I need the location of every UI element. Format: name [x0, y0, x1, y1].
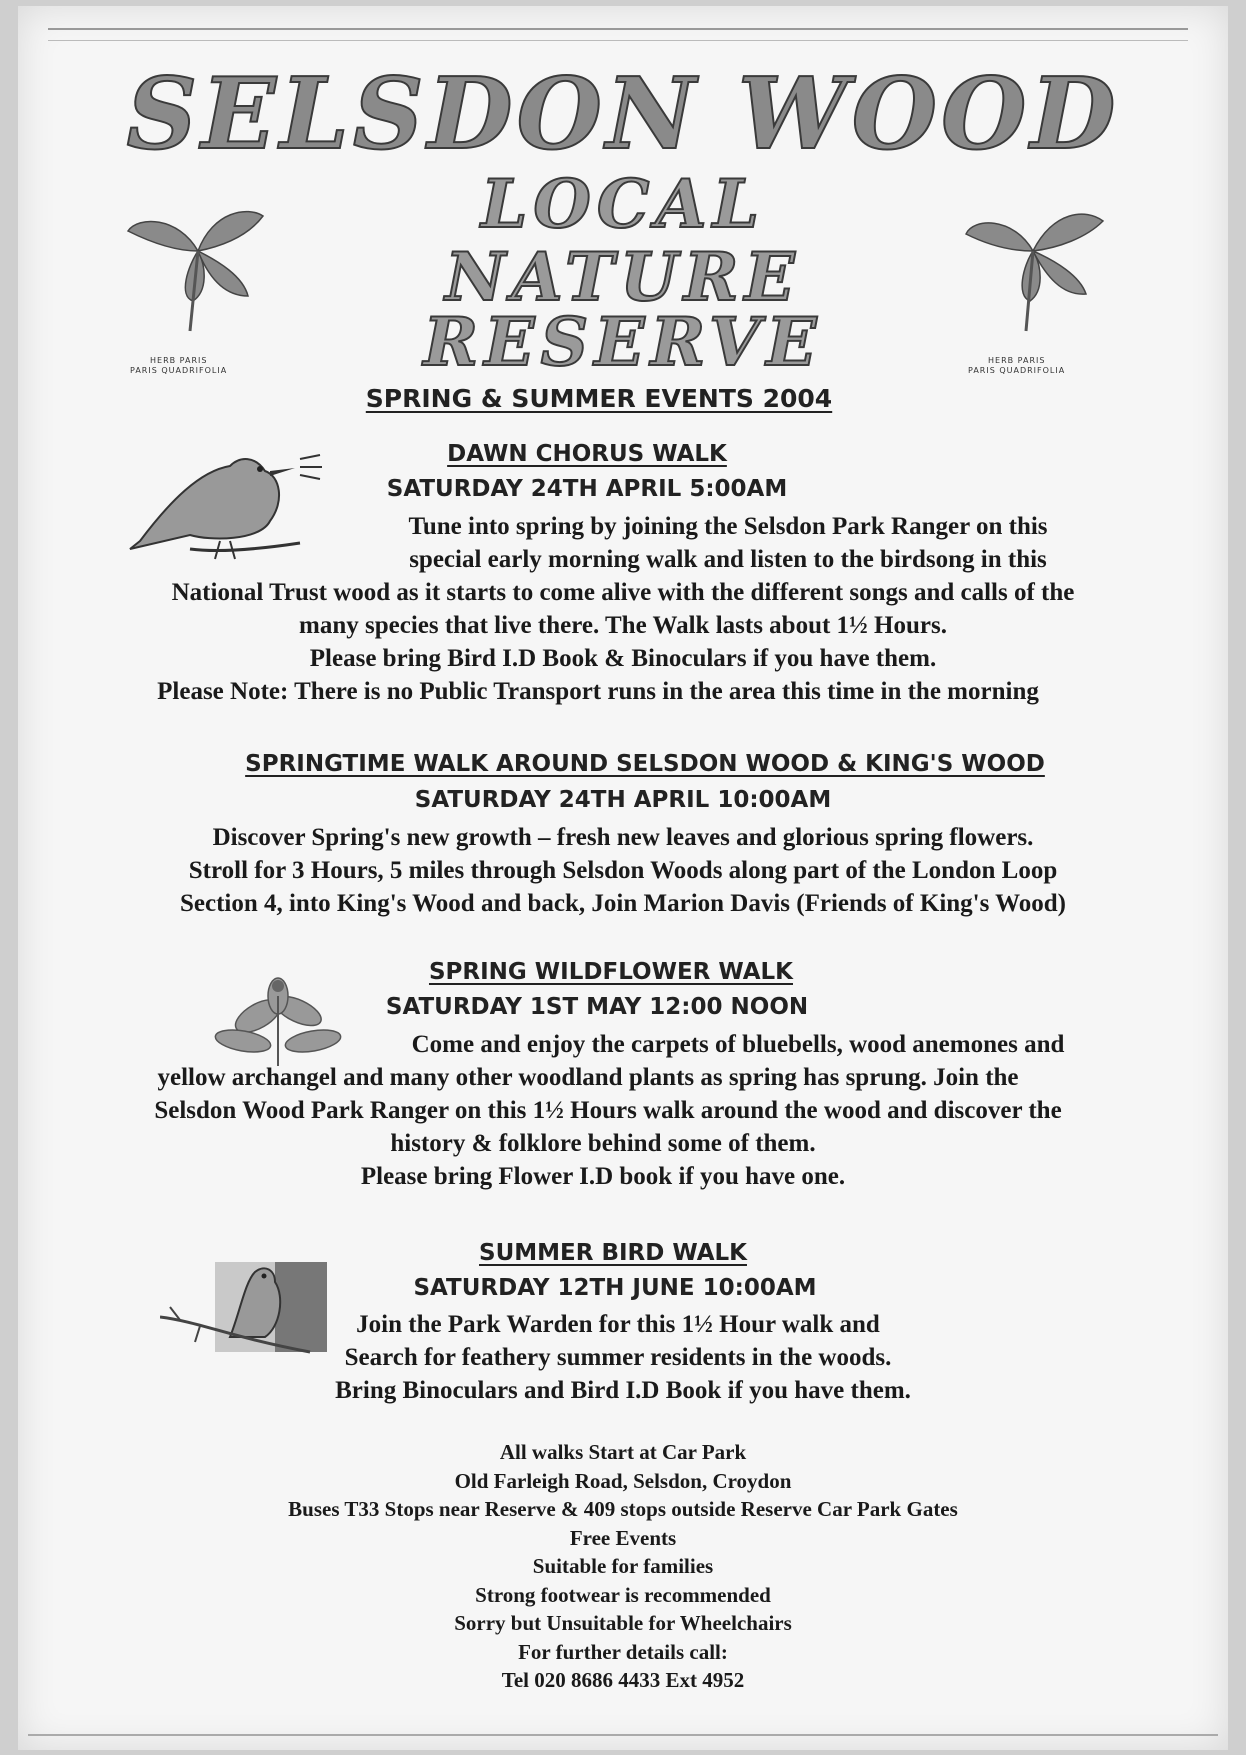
event-1-date: SATURDAY 24TH APRIL 5:00AM [386, 476, 788, 502]
event-3-line-1: Come and enjoy the carpets of bluebells, wood anemones and [411, 1031, 1065, 1058]
event-3-line-3: Selsdon Wood Park Ranger on this 1½ Hours walk around the wood and discover the [154, 1097, 1062, 1124]
footer-line-1: All walks Start at Car Park [499, 1440, 747, 1464]
event-1-line-1: Tune into spring by joining the Selsdon Park Ranger on this [408, 513, 1048, 540]
plant-caption-right-1: HERB PARIS [988, 356, 1046, 365]
herb-paris-icon [118, 206, 278, 336]
herb-paris-icon [958, 206, 1118, 336]
bottom-border [28, 1734, 1218, 1736]
footer-line-2: Old Farleigh Road, Selsdon, Croydon [454, 1468, 792, 1493]
event-1-line-2: special early morning walk and listen to the birdsong in this [409, 546, 1047, 573]
event-2-title: SPRINGTIME WALK AROUND SELSDON WOOD & KING'S WOOD [245, 751, 1045, 777]
event-3-line-5: Please bring Flower I.D book if you have one. [360, 1163, 846, 1190]
event-1-title: DAWN CHORUS WALK [447, 441, 727, 467]
event-1-line-4: many species that live there. The Walk lasts about 1½ Hours. [299, 612, 947, 639]
event-2-date: SATURDAY 24TH APRIL 10:00AM [414, 787, 832, 813]
plant-caption-left-2: PARIS QUADRIFOLIA [130, 366, 228, 375]
event-3-date: SATURDAY 1ST MAY 12:00 NOON [385, 994, 809, 1020]
footer-line-4: Free Events [569, 1525, 677, 1550]
event-2-line-2: Stroll for 3 Hours, 5 miles through Selsdon Woods along part of the London Loop [188, 857, 1058, 884]
plant-caption-left-1: HERB PARIS [150, 356, 208, 365]
event-3-title: SPRING WILDFLOWER WALK [428, 959, 793, 985]
footer-line-8: For further details call: [518, 1639, 728, 1664]
footer-line-7: Sorry but Unsuitable for Wheelchairs [454, 1611, 792, 1635]
event-4-line-3: Bring Binoculars and Bird I.D Book if you have them. [335, 1377, 911, 1404]
title-line-reserve: RESERVE [423, 303, 823, 381]
footer-line-3: Buses T33 Stops near Reserve & 409 stops outside Reserve Car Park Gates [288, 1497, 958, 1521]
wildflower-icon [203, 971, 353, 1071]
top-border [48, 28, 1188, 41]
footer-line-9: Tel 020 8686 4433 Ext 4952 [501, 1668, 745, 1692]
footer-info [18, 1438, 1228, 1695]
events-subtitle: SPRING & SUMMER EVENTS 2004 [365, 384, 833, 413]
poster-page [18, 6, 1228, 1750]
event-4-line-2: Search for feathery summer residents in the woods. [344, 1344, 892, 1371]
event-3-line-2: yellow archangel and many other woodland plants as spring has sprung. Join the [157, 1064, 1019, 1091]
event-4-title: SUMMER BIRD WALK [479, 1240, 747, 1266]
event-1-line-3: National Trust wood as it starts to come alive with the different songs and calls of the [171, 579, 1075, 606]
footer-line-5: Suitable for families [532, 1554, 714, 1578]
event-1-line-5: Please bring Bird I.D Book & Binoculars if you have them. [309, 645, 937, 672]
event-4-date: SATURDAY 12TH JUNE 10:00AM [413, 1275, 817, 1301]
event-2-line-3: Section 4, into King's Wood and back, Join Marion Davis (Friends of King's Wood) [179, 890, 1067, 917]
title-line-local: LOCAL [480, 165, 766, 243]
event-4-line-1: Join the Park Warden for this 1½ Hour walk and [356, 1311, 880, 1338]
poster-title: SELSDON WOOD [126, 57, 1120, 172]
event-1-line-6: Please Note: There is no Public Transport runs in the area this time in the morning [157, 678, 1039, 705]
title-line-nature: NATURE [445, 238, 801, 316]
footer-line-6: Strong footwear is recommended [475, 1582, 771, 1607]
event-3-line-4: history & folklore behind some of them. [390, 1130, 816, 1157]
plant-caption-right-2: PARIS QUADRIFOLIA [968, 366, 1066, 375]
event-2-line-1: Discover Spring's new growth – fresh new leaves and glorious spring flowers. [212, 824, 1034, 851]
